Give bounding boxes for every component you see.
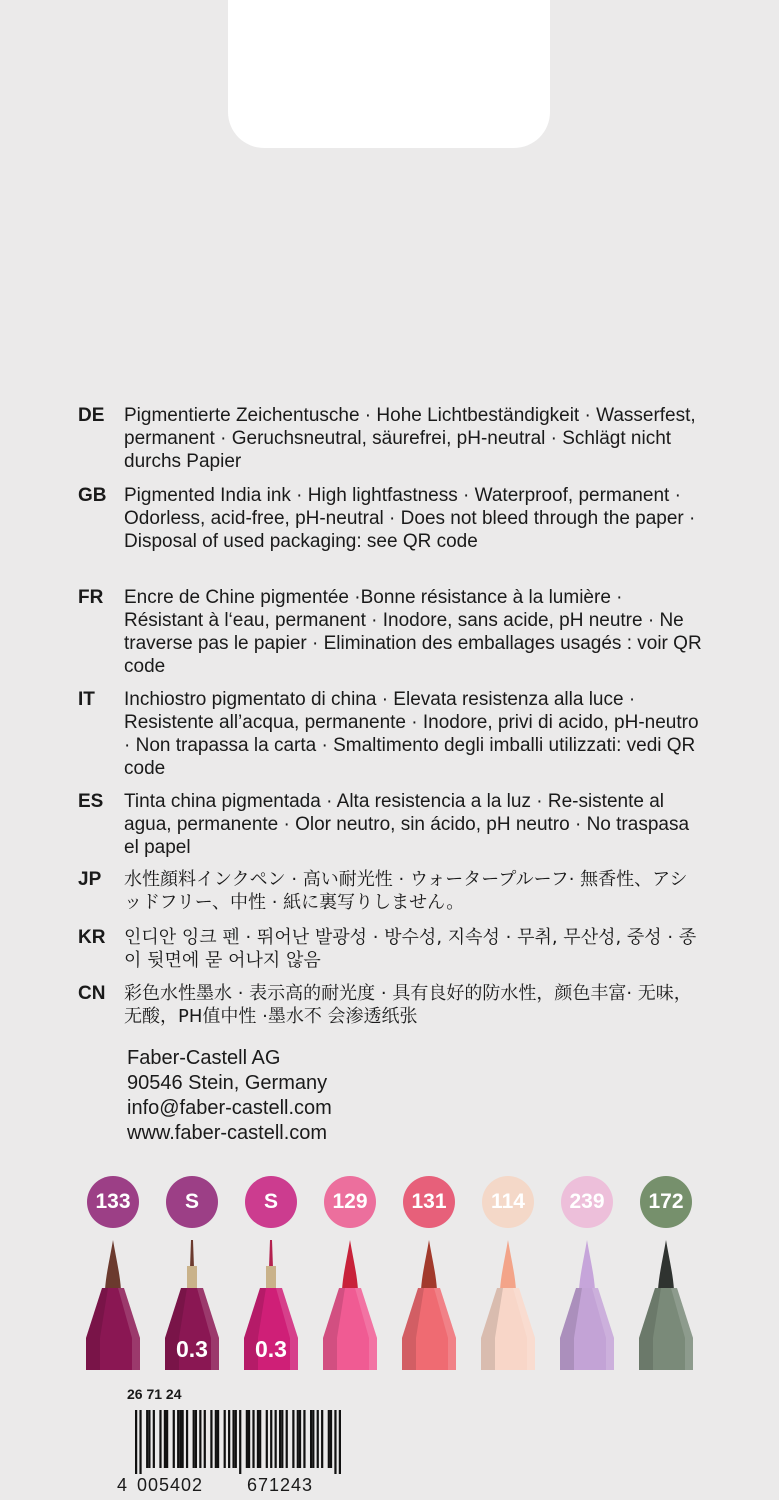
- barcode-bar: [177, 1410, 179, 1468]
- pen-8: [633, 1176, 699, 1370]
- brush-tip: [105, 1240, 121, 1290]
- fineliner-tip: [190, 1240, 194, 1268]
- barcode-bar: [330, 1410, 332, 1468]
- company-email: info@faber-castell.com: [127, 1097, 332, 1119]
- barcode-bar: [334, 1410, 336, 1474]
- barcode-bar: [135, 1410, 137, 1474]
- barcode: [135, 1410, 341, 1474]
- barcode-bar: [148, 1410, 150, 1468]
- brush-tip: [500, 1240, 516, 1290]
- lang-block-gb: [78, 484, 718, 553]
- lang-code: GB: [78, 485, 107, 506]
- color-number-badge: 131: [403, 1176, 455, 1228]
- pen-body: [80, 1238, 146, 1370]
- metal-tip-sleeve: [266, 1266, 276, 1290]
- lang-block-cn: [78, 982, 718, 1028]
- pen-body: [554, 1238, 620, 1370]
- tip-size-label: 0.3: [255, 1336, 287, 1362]
- barcode-digits: [117, 1475, 357, 1496]
- barcode-bar: [195, 1410, 197, 1468]
- barcode-bar: [210, 1410, 212, 1468]
- pen-body: [475, 1238, 541, 1370]
- barcode-bar: [297, 1410, 299, 1468]
- pen-6: [475, 1176, 541, 1370]
- lang-code: ES: [78, 791, 104, 812]
- lang-text: 水性顔料インクペン · 高い耐光性 · ウォータープルーフ· 無香性、アシッドフリー、中性 · 紙に裏写りしません。: [124, 869, 688, 913]
- barcode-bar: [199, 1410, 201, 1468]
- pen-body: [396, 1238, 462, 1370]
- barcode-bar: [217, 1410, 219, 1468]
- barcode-bar: [179, 1410, 181, 1468]
- pen-7: [554, 1176, 620, 1370]
- tip-size-label: 0.3: [176, 1336, 208, 1362]
- color-number-badge: 239: [561, 1176, 613, 1228]
- brush-tip: [342, 1240, 358, 1290]
- barcode-lead-digit: 4: [117, 1475, 129, 1495]
- barcode-bar: [299, 1410, 301, 1468]
- color-number-badge: 133: [87, 1176, 139, 1228]
- pen-lineup: [80, 1176, 720, 1370]
- lang-text: Pigmentierte Zeichentusche · Hohe Lichtbeständigkeit · Wasserfest, permanent · Geruchsneutral, säurefrei, pH-neutral · Schlägt nicht durchs Papier: [124, 405, 696, 472]
- lang-text: Inchiostro pigmentato di china · Elevata resistenza alla luce · Resistente all’acqua, permanente · Inodore, privi di acido, pH-neutro · Non trapassa la carta · Smaltimento degli imballi utilizzati: vedi QR code: [124, 689, 699, 779]
- barcode-bar: [239, 1410, 241, 1474]
- article-number: 26 71 24: [127, 1386, 182, 1402]
- lang-code: CN: [78, 983, 106, 1004]
- barcode-bar: [248, 1410, 250, 1468]
- pen-1: [80, 1176, 146, 1370]
- company-name: Faber-Castell AG: [127, 1047, 281, 1069]
- color-number-badge: S: [245, 1176, 297, 1228]
- pen-body: [633, 1238, 699, 1370]
- barcode-bar: [279, 1410, 281, 1468]
- barcode-bar: [270, 1410, 272, 1468]
- color-number-badge: 114: [482, 1176, 534, 1228]
- lang-block-de: [78, 404, 718, 473]
- lang-block-kr: [78, 926, 718, 972]
- lang-block-es: [78, 790, 718, 859]
- color-number-badge: 129: [324, 1176, 376, 1228]
- barcode-bar: [312, 1410, 314, 1468]
- barcode-bar: [259, 1410, 261, 1468]
- barcode-bar: [252, 1410, 254, 1468]
- pen-4: [317, 1176, 383, 1370]
- barcode-bar: [246, 1410, 248, 1468]
- barcode-bar: [281, 1410, 283, 1468]
- lang-text: Tinta china pigmentada · Alta resistencia a la luz · Re-sistente al agua, permanente · Olor neutro, sin ácido, pH neutro · No traspasa el papel: [124, 791, 690, 858]
- lang-code: KR: [78, 927, 106, 948]
- barcode-group-1: 005402: [137, 1475, 204, 1495]
- lang-block-it: [78, 688, 718, 780]
- barcode-bar: [321, 1410, 323, 1468]
- pen-3: [238, 1176, 304, 1370]
- barcode-bar: [339, 1410, 341, 1474]
- manufacturer-address: [127, 1046, 332, 1146]
- barcode-bar: [257, 1410, 259, 1468]
- metal-tip-sleeve: [187, 1266, 197, 1290]
- barcode-bar: [164, 1410, 166, 1468]
- barcode-bar: [204, 1410, 206, 1468]
- pen-5: [396, 1176, 462, 1370]
- lang-block-jp: [78, 868, 718, 914]
- lang-code: DE: [78, 405, 105, 426]
- barcode-bar: [266, 1410, 268, 1468]
- barcode-bar: [303, 1410, 305, 1468]
- lang-code: IT: [78, 689, 95, 710]
- barcode-bar: [328, 1410, 330, 1468]
- color-number-badge: 172: [640, 1176, 692, 1228]
- barcode-bar: [159, 1410, 161, 1468]
- barcode-bar: [275, 1410, 277, 1468]
- pen-2: [159, 1176, 225, 1370]
- barcode-bar: [182, 1410, 184, 1468]
- barcode-bar: [228, 1410, 230, 1468]
- company-city: 90546 Stein, Germany: [127, 1072, 328, 1094]
- barcode-bar: [146, 1410, 148, 1468]
- barcode-bar: [186, 1410, 188, 1468]
- color-number-badge: S: [166, 1176, 218, 1228]
- brush-tip: [579, 1240, 595, 1290]
- barcode-bar: [173, 1410, 175, 1468]
- hang-hole: [228, 0, 550, 148]
- barcode-bar: [317, 1410, 319, 1468]
- barcode-bar: [139, 1410, 141, 1474]
- barcode-bar: [153, 1410, 155, 1468]
- barcode-bar: [193, 1410, 195, 1468]
- lang-code: JP: [78, 869, 102, 890]
- lang-text: 彩色水性墨水 · 表示高的耐光度 · 具有良好的防水性，颜色丰富· 无味，无酸，PH值中性 ·墨水不 会渗透纸张: [124, 983, 692, 1027]
- barcode-group-2: 671243: [247, 1475, 314, 1495]
- brush-tip: [421, 1240, 437, 1290]
- barcode-bar: [286, 1410, 288, 1468]
- lang-block-fr: [78, 586, 718, 678]
- barcode-bar: [224, 1410, 226, 1468]
- lang-text: Pigmented India ink · High lightfastness · Waterproof, permanent · Odorless, acid-free, pH-neutral · Does not bleed through the paper · Disposal of used packaging: see QR code: [124, 485, 696, 552]
- company-website: www.faber-castell.com: [127, 1122, 328, 1144]
- lang-code: FR: [78, 587, 104, 608]
- barcode-bar: [215, 1410, 217, 1468]
- barcode-bar: [310, 1410, 312, 1468]
- lang-text: Encre de Chine pigmentée ·Bonne résistance à la lumière · Résistant à l‘eau, permanent · Inodore, sans acide, pH neutre · Ne traverse pas le papier · Elimination des emballages usagés : voir QR code: [124, 587, 702, 677]
- pen-body: [317, 1238, 383, 1370]
- barcode-bar: [292, 1410, 294, 1468]
- barcode-bar: [235, 1410, 237, 1468]
- brush-tip: [658, 1240, 674, 1290]
- lang-text: 인디안 잉크 펜 · 뛰어난 발광성 · 방수성, 지속성 · 무취, 무산성, 중성 · 종이 뒷면에 묻 어나지 않음: [124, 927, 697, 971]
- barcode-bar: [166, 1410, 168, 1468]
- fineliner-tip: [269, 1240, 273, 1268]
- barcode-bar: [232, 1410, 234, 1468]
